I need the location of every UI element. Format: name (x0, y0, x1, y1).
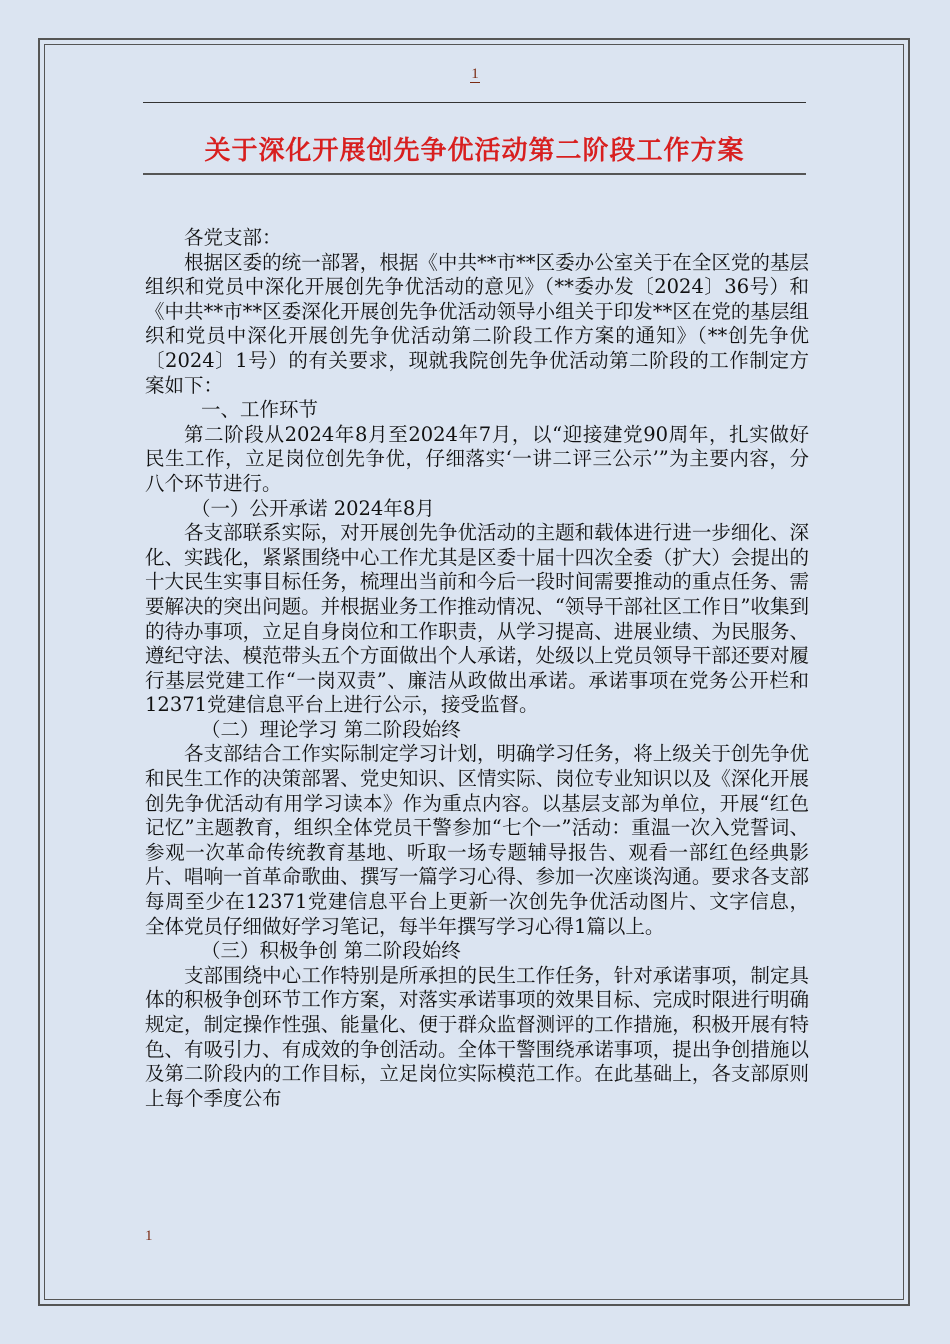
title-divider (143, 173, 806, 175)
header-page-number-text: 1 (471, 66, 479, 82)
salutation: 各党支部： (184, 226, 282, 249)
document-title: 关于深化开展创先争优活动第二阶段工作方案 (204, 136, 745, 166)
subsection-paragraph-public-commitment: 各支部联系实际，对开展创先争优活动的主题和载体进行进一步细化、深化、实践化，紧紧围绕中心工作尤其是区委十届十四次全委（扩大）会提出的十大民生实事目标任务，梳理出当前和今后一段时间需要推动的重点任务、需要解决的突出问题。并根据业务工作推动情况、“领导干部社区工作日”收集到的待办事项，立足自身岗位和工作职责，从学习提高、进展业绩、为民服务、遵纪守法、模范带头五个方面做出个人承诺，处级以上党员领导干部还要对履行基层党建工作“一岗双责”、廉洁从政做出承诺。承诺事项在党务公开栏和12371党建信息平台上进行公示，接受监督。 (145, 521, 809, 717)
subsection-heading-active-striving: （三）积极争创 第二阶段始终 (201, 939, 461, 963)
section-paragraph-work-steps: 第二阶段从2024年8月至2024年7月，以“迎接建党90周年，扎实做好民生工作，立足岗位创先争优，仔细落实‘一讲二评三公示’”为主要内容，分八个环节进行。 (145, 422, 809, 495)
subsection-heading-theory-study: （二）理论学习 第二阶段始终 (201, 717, 461, 741)
subsection-paragraph-theory-study: 各支部结合工作实际制定学习计划，明确学习任务，将上级关于创先争优和民生工作的决策部署、党史知识、区情实际、岗位专业知识以及《深化开展创先争优活动有用学习读本》作为重点内容。以基层支部为单位，开展“红色记忆”主题教育，组织全体党员干警参加“七个一”活动：重温一次入党誓词、参观一次革命传统教育基地、听取一场专题辅导报告、观看一部红色经典影片、唱响一首革命歌曲、撰写一篇学习心得、参加一次座谈沟通。要求各支部每周至少在12371党建信息平台上更新一次创先争优活动图片、文字信息，全体党员仔细做好学习笔记，每半年撰写学习心得1篇以上。 (145, 742, 809, 938)
header-divider (143, 102, 806, 103)
header-page-number (0, 66, 950, 83)
subsection-paragraph-active-striving: 支部围绕中心工作特别是所承担的民生工作任务，针对承诺事项，制定具体的积极争创环节工作方案，对落实承诺事项的效果目标、完成时限进行明确规定，制定操作性强、能量化、便于群众监督测评的工作措施，积极开展有特色、有吸引力、有成效的争创活动。全体干警围绕承诺事项，提出争创措施以及第二阶段内的工作目标，立足岗位实际模范工作。在此基础上，各支部原则上每个季度公布 (145, 963, 809, 1110)
intro-paragraph: 根据区委的统一部署，根据《中共**市**区委办公室关于在全区党的基层组织和党员中深化开展创先争优活动的意见》（**委办发〔2024〕36号）和《中共**市**区委深化开展创先争优活动领导小组关于印发**区在党的基层组织和党员中深化开展创先争优活动第二阶段工作方案的通知》（**创先争优〔2024〕1号）的有关要求，现就我院创先争优活动第二阶段的工作制定方案如下： (145, 250, 809, 397)
section-heading-work-steps: 一、工作环节 (201, 398, 319, 422)
subsection-heading-public-commitment: （一）公开承诺 2024年8月 (191, 496, 435, 520)
footer-page-number: 1 (145, 1228, 153, 1244)
document-body (145, 226, 809, 1111)
